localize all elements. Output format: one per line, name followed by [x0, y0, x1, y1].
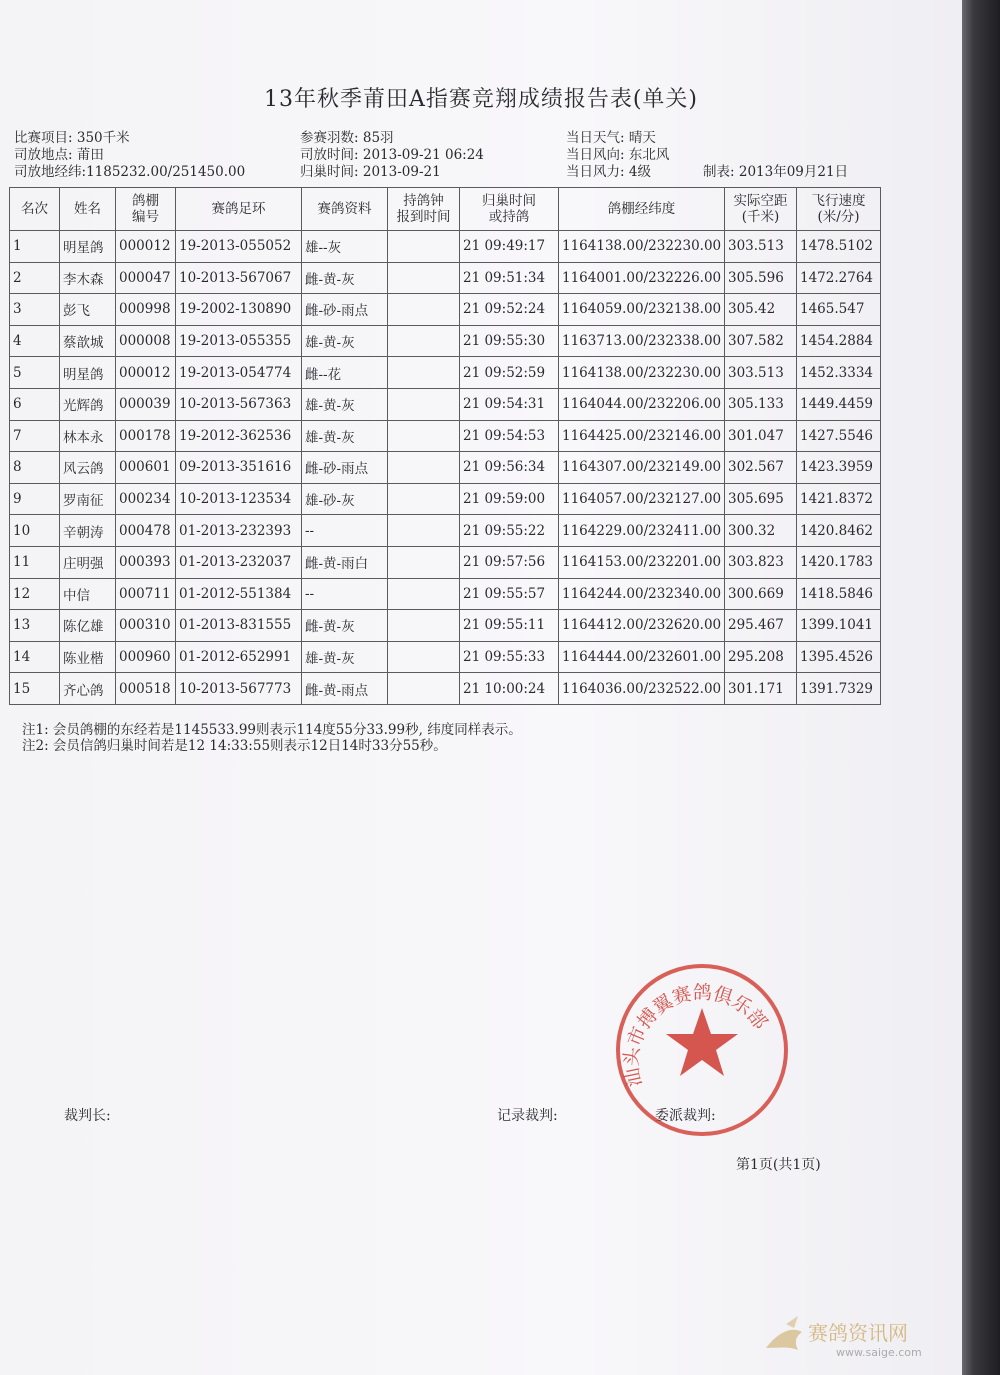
table-cell: 303.513 — [725, 231, 797, 263]
table-cell: 1449.4459 — [797, 388, 881, 420]
table-cell: 5 — [10, 357, 60, 389]
column-header: 实际空距 (千米) — [725, 188, 797, 231]
table-cell: 305.42 — [725, 294, 797, 326]
report-title: 13年秋季莆田A指赛竞翔成绩报告表(单关) — [263, 87, 699, 112]
table-cell: 10-2013-567067 — [176, 262, 302, 294]
table-cell — [388, 578, 460, 610]
table-cell: 1164044.00/232206.00 — [559, 388, 725, 420]
table-cell: 1454.2884 — [797, 325, 881, 357]
svg-text:汕头市搏翼赛鸽俱乐部: 汕头市搏翼赛鸽俱乐部 — [620, 981, 772, 1089]
table-cell: 1164153.00/232201.00 — [559, 546, 725, 578]
table-cell: 305.133 — [725, 388, 797, 420]
signature-chief-judge: 裁判长: — [64, 1108, 111, 1124]
table-cell: 中信 — [60, 578, 116, 610]
table-cell: 雄-黄-灰 — [302, 388, 388, 420]
table-cell: 雄-黄-灰 — [302, 325, 388, 357]
column-header: 持鸽钟 报到时间 — [388, 188, 460, 231]
table-cell: 01-2012-652991 — [176, 641, 302, 673]
table-cell: 雌-黄-灰 — [302, 262, 388, 294]
table-cell: 4 — [10, 325, 60, 357]
column-header: 姓名 — [60, 188, 116, 231]
info-release-coords: 司放地经纬:1185232.00/251450.00 — [14, 164, 246, 180]
table-cell: 19-2013-055355 — [176, 325, 302, 357]
table-cell: 1164138.00/232230.00 — [559, 357, 725, 389]
table-row — [10, 515, 881, 547]
table-cell: 1164138.00/232230.00 — [559, 231, 725, 263]
table-cell: 21 10:00:24 — [460, 673, 559, 705]
table-cell: 3 — [10, 294, 60, 326]
table-cell: 1163713.00/232338.00 — [559, 325, 725, 357]
table-cell: 000047 — [116, 262, 176, 294]
table-cell: 雌-黄-灰 — [302, 610, 388, 642]
table-cell: 21 09:55:33 — [460, 641, 559, 673]
table-cell: 1423.3959 — [797, 452, 881, 484]
table-cell: 303.513 — [725, 357, 797, 389]
watermark-text: 赛鸽资讯网 — [808, 1321, 908, 1345]
table-cell: 10 — [10, 515, 60, 547]
info-weather: 当日天气: 晴天 — [566, 130, 656, 146]
table-cell: 01-2012-551384 — [176, 578, 302, 610]
table-cell: 1164307.00/232149.00 — [559, 452, 725, 484]
watermark-url: www.saige.com — [836, 1346, 922, 1359]
table-cell: 000518 — [116, 673, 176, 705]
table-cell: 1164412.00/232620.00 — [559, 610, 725, 642]
table-cell: 明星鸽 — [60, 231, 116, 263]
table-cell: 风云鸽 — [60, 452, 116, 484]
table-row — [10, 641, 881, 673]
table-row — [10, 452, 881, 484]
table-row — [10, 262, 881, 294]
table-cell: 陈亿雄 — [60, 610, 116, 642]
table-cell: 21 09:54:53 — [460, 420, 559, 452]
table-cell — [388, 420, 460, 452]
info-made-date: 制表: 2013年09月21日 — [703, 164, 849, 180]
table-cell: 19-2012-362536 — [176, 420, 302, 452]
table-cell: 林本永 — [60, 420, 116, 452]
table-cell — [388, 546, 460, 578]
table-cell: 307.582 — [725, 325, 797, 357]
table-cell: 21 09:52:59 — [460, 357, 559, 389]
table-header-row — [10, 188, 881, 231]
table-cell: 21 09:55:57 — [460, 578, 559, 610]
table-row — [10, 546, 881, 578]
table-cell: 000178 — [116, 420, 176, 452]
table-cell — [388, 452, 460, 484]
table-cell: 09-2013-351616 — [176, 452, 302, 484]
info-wind-force: 当日风力: 4级 — [566, 164, 651, 180]
table-cell: 01-2013-831555 — [176, 610, 302, 642]
table-cell: 罗南征 — [60, 483, 116, 515]
table-cell: 陈业楷 — [60, 641, 116, 673]
table-cell: 21 09:51:34 — [460, 262, 559, 294]
table-cell: 19-2013-055052 — [176, 231, 302, 263]
table-row — [10, 420, 881, 452]
note-2: 注2: 会员信鸽归巢时间若是12 14:33:55则表示12日14时33分55秒。 — [22, 738, 447, 754]
table-cell: 10-2013-123534 — [176, 483, 302, 515]
signature-delegated-judge: 委派裁判: — [655, 1108, 716, 1124]
column-header: 归巢时间 或持鸽 — [460, 188, 559, 231]
table-cell: 1399.1041 — [797, 610, 881, 642]
table-cell: 1164444.00/232601.00 — [559, 641, 725, 673]
table-row — [10, 673, 881, 705]
table-cell: 雌-砂-雨点 — [302, 294, 388, 326]
info-return-time: 归巢时间: 2013-09-21 — [300, 164, 441, 180]
table-cell: 光辉鸽 — [60, 388, 116, 420]
table-cell: 1164036.00/232522.00 — [559, 673, 725, 705]
table-cell: 10-2013-567363 — [176, 388, 302, 420]
table-cell: 李木森 — [60, 262, 116, 294]
table-cell — [388, 388, 460, 420]
info-event: 比赛项目: 350千米 — [14, 130, 130, 146]
table-cell: 302.567 — [725, 452, 797, 484]
table-cell: 21 09:56:34 — [460, 452, 559, 484]
table-cell: 14 — [10, 641, 60, 673]
info-release-place: 司放地点: 莆田 — [14, 147, 104, 163]
table-cell: 000008 — [116, 325, 176, 357]
column-header: 鸽棚经纬度 — [559, 188, 725, 231]
table-cell: 000310 — [116, 610, 176, 642]
table-cell: 1164001.00/232226.00 — [559, 262, 725, 294]
table-cell: 9 — [10, 483, 60, 515]
table-cell: 21 09:52:24 — [460, 294, 559, 326]
table-cell: 雄-砂-灰 — [302, 483, 388, 515]
info-release-time: 司放时间: 2013-09-21 06:24 — [300, 147, 484, 163]
column-header: 名次 — [10, 188, 60, 231]
column-header: 赛鸽足环 — [176, 188, 302, 231]
table-row — [10, 325, 881, 357]
table-cell: 000234 — [116, 483, 176, 515]
table-cell: 21 09:49:17 — [460, 231, 559, 263]
results-table — [9, 187, 881, 705]
table-cell: 15 — [10, 673, 60, 705]
table-cell: 000998 — [116, 294, 176, 326]
watermark-bird-icon — [766, 1330, 802, 1350]
table-cell: 彭飞 — [60, 294, 116, 326]
table-cell: 300.32 — [725, 515, 797, 547]
table-cell — [388, 515, 460, 547]
table-cell: 000960 — [116, 641, 176, 673]
table-cell: 19-2013-054774 — [176, 357, 302, 389]
table-cell: 1164229.00/232411.00 — [559, 515, 725, 547]
table-row — [10, 388, 881, 420]
table-cell: 1395.4526 — [797, 641, 881, 673]
table-cell: 303.823 — [725, 546, 797, 578]
table-cell: 雌--花 — [302, 357, 388, 389]
table-cell: 000039 — [116, 388, 176, 420]
table-cell — [388, 325, 460, 357]
table-cell: 1420.1783 — [797, 546, 881, 578]
table-cell — [388, 673, 460, 705]
signature-recording-judge: 记录裁判: — [497, 1108, 558, 1124]
table-cell: 21 09:54:31 — [460, 388, 559, 420]
table-cell: 1421.8372 — [797, 483, 881, 515]
table-cell: 000478 — [116, 515, 176, 547]
table-cell — [388, 610, 460, 642]
table-cell: 1420.8462 — [797, 515, 881, 547]
table-cell: 辛朝涛 — [60, 515, 116, 547]
table-cell: 庄明强 — [60, 546, 116, 578]
table-cell — [388, 483, 460, 515]
table-cell: 305.596 — [725, 262, 797, 294]
table-cell: 1391.7329 — [797, 673, 881, 705]
table-row — [10, 357, 881, 389]
table-cell — [388, 294, 460, 326]
table-cell: 300.669 — [725, 578, 797, 610]
column-header: 赛鸽资料 — [302, 188, 388, 231]
table-cell: 1164244.00/232340.00 — [559, 578, 725, 610]
table-cell: 21 09:55:22 — [460, 515, 559, 547]
table-cell: 蔡歆城 — [60, 325, 116, 357]
table-cell: 19-2002-130890 — [176, 294, 302, 326]
table-cell: -- — [302, 515, 388, 547]
table-cell: 000711 — [116, 578, 176, 610]
table-cell: 21 09:55:30 — [460, 325, 559, 357]
table-cell: 雄-黄-灰 — [302, 641, 388, 673]
table-cell: 21 09:57:56 — [460, 546, 559, 578]
table-cell: 10-2013-567773 — [176, 673, 302, 705]
table-cell: 雌-黄-雨点 — [302, 673, 388, 705]
page-number: 第1页(共1页) — [736, 1157, 821, 1173]
table-cell: 雌-砂-雨点 — [302, 452, 388, 484]
table-cell: 01-2013-232037 — [176, 546, 302, 578]
scan-edge — [962, 0, 1000, 1375]
table-cell: 7 — [10, 420, 60, 452]
table-cell: 305.695 — [725, 483, 797, 515]
table-cell: 雄--灰 — [302, 231, 388, 263]
table-cell: 000012 — [116, 357, 176, 389]
table-cell: 301.171 — [725, 673, 797, 705]
column-header: 鸽棚 编号 — [116, 188, 176, 231]
table-cell — [388, 357, 460, 389]
site-watermark — [758, 1312, 958, 1362]
table-cell: 1478.5102 — [797, 231, 881, 263]
table-cell: 01-2013-232393 — [176, 515, 302, 547]
notes — [22, 722, 522, 754]
table-cell: 1452.3334 — [797, 357, 881, 389]
table-body — [10, 231, 881, 705]
info-entries: 参赛羽数: 85羽 — [300, 130, 394, 146]
table-cell: 000601 — [116, 452, 176, 484]
table-cell — [388, 262, 460, 294]
table-row — [10, 578, 881, 610]
note-1: 注1: 会员鸽棚的东经若是1145533.99则表示114度55分33.99秒, 纬度同样表示。 — [22, 722, 522, 738]
table-cell: 295.208 — [725, 641, 797, 673]
table-cell: 1465.547 — [797, 294, 881, 326]
table-cell: 齐心鸽 — [60, 673, 116, 705]
table-cell: 13 — [10, 610, 60, 642]
table-cell: 1164425.00/232146.00 — [559, 420, 725, 452]
info-wind-direction: 当日风向: 东北风 — [566, 147, 670, 163]
table-cell: 000393 — [116, 546, 176, 578]
table-row — [10, 231, 881, 263]
table-cell: 明星鸽 — [60, 357, 116, 389]
table-cell: 11 — [10, 546, 60, 578]
table-cell: 雄-黄-灰 — [302, 420, 388, 452]
table-row — [10, 294, 881, 326]
table-cell: 295.467 — [725, 610, 797, 642]
table-cell — [388, 641, 460, 673]
table-cell: 1164059.00/232138.00 — [559, 294, 725, 326]
table-cell: 21 09:55:11 — [460, 610, 559, 642]
table-cell: 2 — [10, 262, 60, 294]
table-row — [10, 610, 881, 642]
table-cell: 12 — [10, 578, 60, 610]
table-cell: 8 — [10, 452, 60, 484]
table-row — [10, 483, 881, 515]
table-cell: 1 — [10, 231, 60, 263]
table-cell: 6 — [10, 388, 60, 420]
table-cell: 1164057.00/232127.00 — [559, 483, 725, 515]
table-cell: 21 09:59:00 — [460, 483, 559, 515]
column-header: 飞行速度 (米/分) — [797, 188, 881, 231]
table-cell: -- — [302, 578, 388, 610]
table-cell: 1472.2764 — [797, 262, 881, 294]
stamp-star-icon — [666, 1008, 738, 1076]
table-cell: 1418.5846 — [797, 578, 881, 610]
table-cell: 301.047 — [725, 420, 797, 452]
table-cell: 雌-黄-雨白 — [302, 546, 388, 578]
table-cell: 000012 — [116, 231, 176, 263]
table-cell — [388, 231, 460, 263]
table-cell: 1427.5546 — [797, 420, 881, 452]
